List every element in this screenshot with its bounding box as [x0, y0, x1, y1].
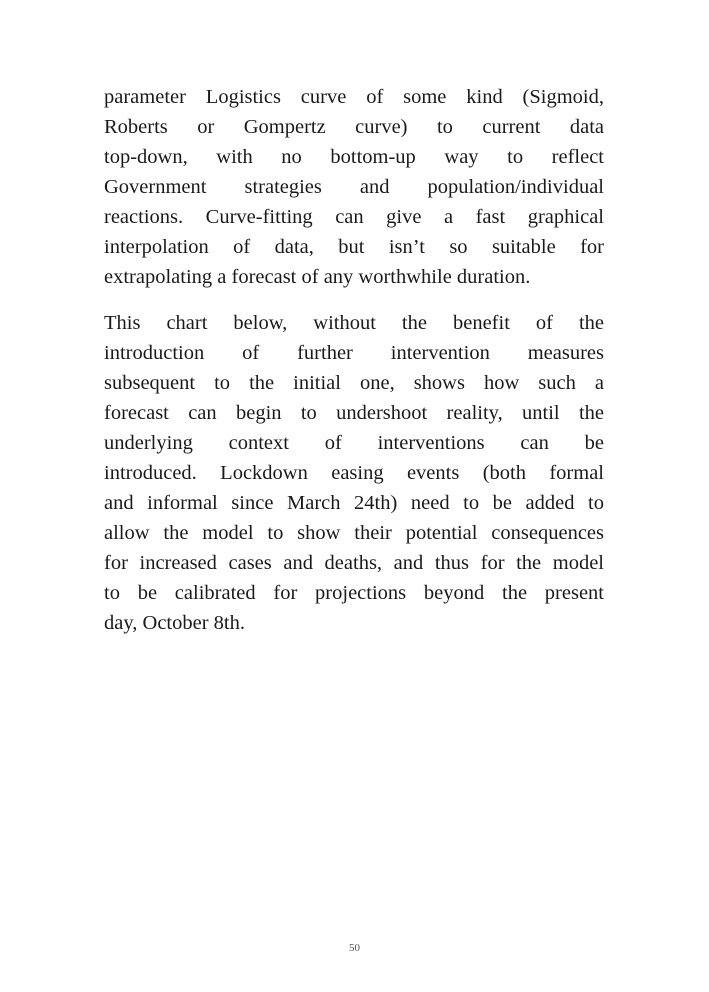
text-line: introduction of further intervention measures — [104, 342, 604, 364]
text-line: parameter Logistics curve of some kind (Sigmoid, — [104, 86, 604, 108]
text-line: top-down, with no bottom-up way to reflect — [104, 146, 604, 168]
text-line: This chart below, without the benefit of the — [104, 312, 604, 334]
text-line: and informal since March 24th) need to be added to — [104, 492, 604, 514]
text-line: allow the model to show their potential consequences — [104, 522, 604, 544]
page-number: 50 — [349, 942, 360, 954]
text-line: day, October 8th. — [104, 612, 245, 634]
text-line: Roberts or Gompertz curve) to current data — [104, 116, 604, 138]
text-line: subsequent to the initial one, shows how such a — [104, 372, 604, 394]
text-line: to be calibrated for projections beyond the present — [104, 582, 604, 604]
text-line: for increased cases and deaths, and thus for the model — [104, 552, 604, 574]
text-line: forecast can begin to undershoot reality, until the — [104, 402, 604, 424]
paragraph-2 — [104, 308, 604, 638]
text-line: underlying context of interventions can be — [104, 432, 604, 454]
text-line: interpolation of data, but isn’t so suitable for — [104, 236, 604, 258]
text-line: extrapolating a forecast of any worthwhile duration. — [104, 266, 531, 288]
text-line: reactions. Curve-fitting can give a fast graphical — [104, 206, 604, 228]
text-line: introduced. Lockdown easing events (both formal — [104, 462, 604, 484]
paragraph-1 — [104, 82, 604, 292]
text-line: Government strategies and population/individual — [104, 176, 604, 198]
